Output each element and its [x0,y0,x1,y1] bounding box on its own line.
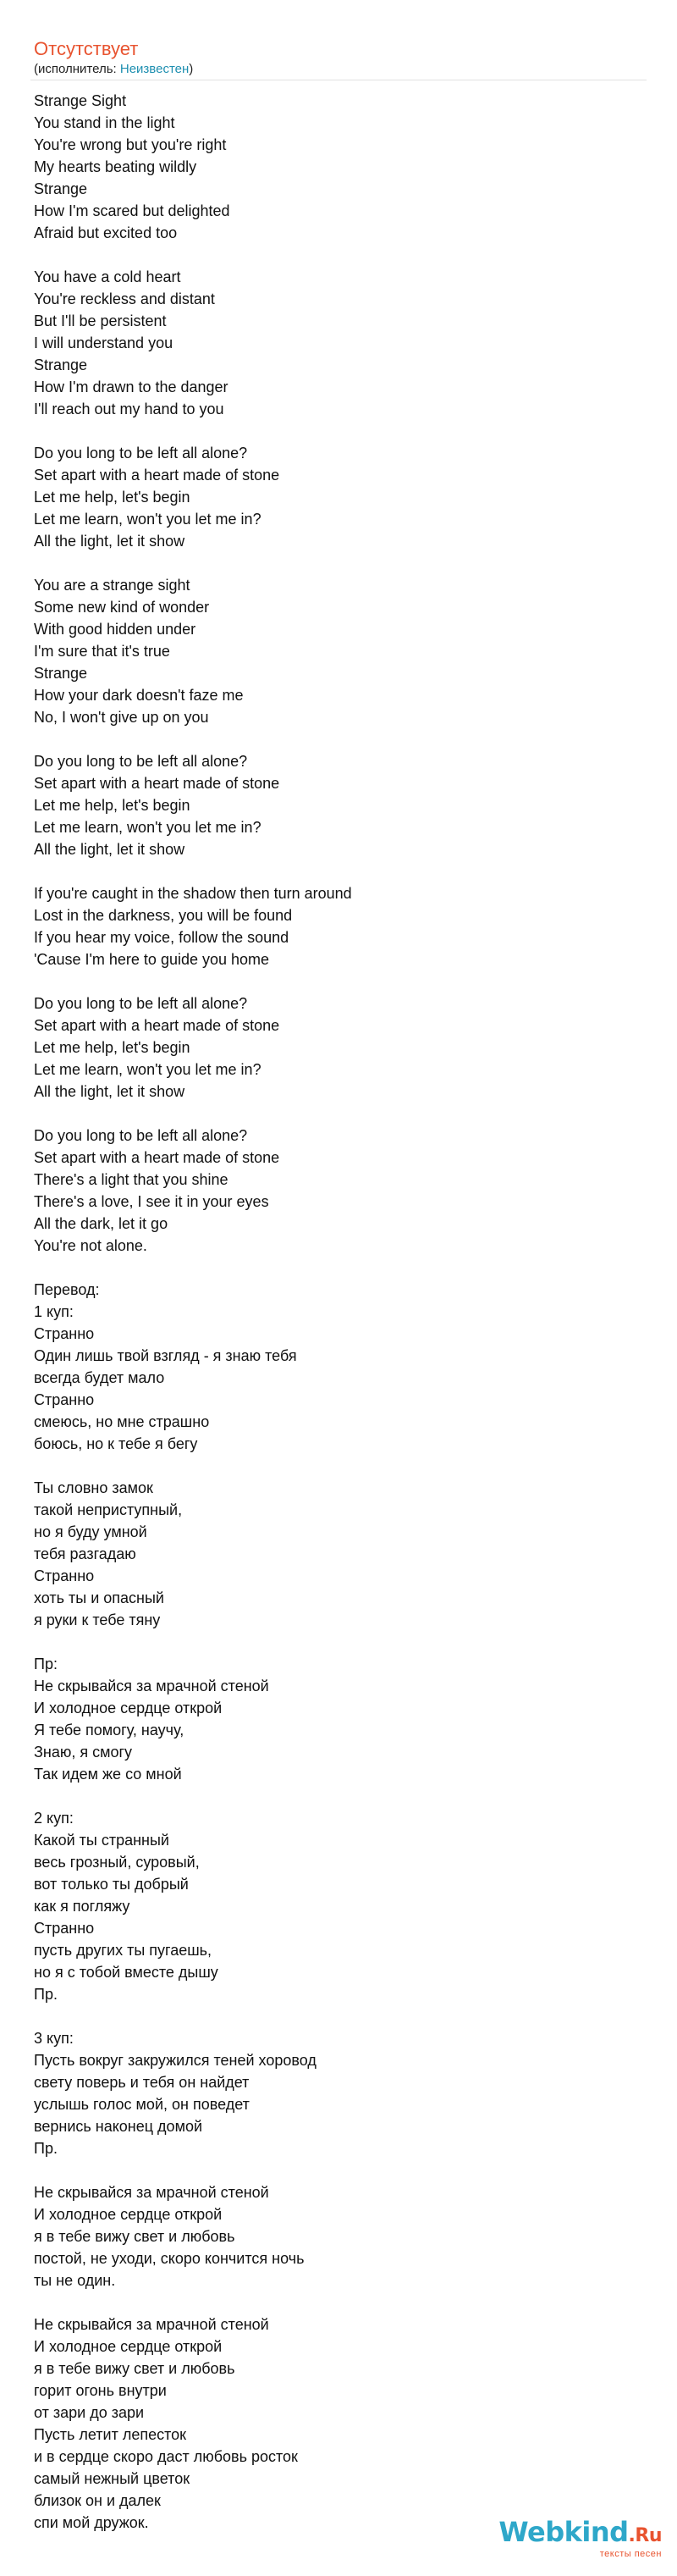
lyric-line [34,970,643,992]
song-title: Отсутствует [34,38,139,59]
lyric-line: Set apart with a heart made of stone [34,775,280,792]
lyric-line: All the dark, let it go [34,1215,168,1232]
lyric-line: Не скрывайся за мрачной стеной [34,1678,269,1694]
lyric-line: Lost in the darkness, you will be found [34,907,293,924]
lyric-line: свету поверь и тебя он найдет [34,2074,250,2091]
lyric-line: И холодное сердце открой [34,1700,223,1716]
lyric-line [34,1785,643,1807]
lyric-line: Strange [34,180,88,197]
lyric-line: Set apart with a heart made of stone [34,1017,280,1034]
lyric-line [34,2159,643,2181]
lyric-line: хоть ты и опасный [34,1589,164,1606]
lyric-line: I'll reach out my hand to you [34,401,224,417]
lyric-line: весь грозный, суровый, [34,1854,200,1871]
watermark-tagline: тексты песен [599,2549,662,2559]
lyric-line: Ты словно замок [34,1479,153,1496]
artist-line [34,61,193,78]
lyric-line: Set apart with a heart made of stone [34,467,280,484]
lyric-line: Afraid but excited too [34,224,178,241]
lyric-line [34,2005,643,2027]
lyric-line: You stand in the light [34,114,175,131]
lyric-line: Странно [34,1920,95,1937]
lyric-line: You are a strange sight [34,577,190,594]
lyric-line: Strange [34,665,88,682]
lyric-line: Let me help, let's begin [34,1039,190,1056]
lyric-line: There's a love, I see it in your eyes [34,1193,269,1210]
lyric-line: Пусть летит лепесток [34,2426,187,2443]
lyric-line [34,2291,643,2313]
lyric-line: но я буду умной [34,1523,147,1540]
lyric-line: Знаю, я смогу [34,1744,133,1761]
lyric-line: All the light, let it show [34,1083,185,1100]
lyric-line: Do you long to be left all alone? [34,445,248,462]
lyric-line [34,860,643,882]
lyric-line [34,1631,643,1653]
lyric-line: How your dark doesn't faze me [34,687,244,704]
lyric-line: Так идем же со мной [34,1766,182,1783]
lyric-line: И холодное сердце открой [34,2206,223,2223]
lyric-line: 3 куп: [34,2030,74,2047]
lyric-line: Пусть вокруг закружился теней хоровод [34,2052,316,2069]
lyric-line: Странно [34,1391,95,1408]
lyric-line: такой неприступный, [34,1501,183,1518]
lyric-line: спи мой дружок. [34,2514,149,2531]
lyric-line: Пр: [34,1656,58,1672]
lyric-line [34,244,643,266]
lyric-line [34,420,643,442]
watermark-brand [498,2518,662,2551]
lyric-line: от зари до зари [34,2404,145,2421]
lyric-line: Let me help, let's begin [34,797,190,814]
lyric-line: How I'm scared but delighted [34,202,230,219]
lyric-line: If you hear my voice, follow the sound [34,929,289,946]
artist-prefix: (исполнитель: [34,62,120,76]
lyric-line: Let me help, let's begin [34,489,190,506]
lyric-line [34,1455,643,1477]
lyric-line: 2 куп: [34,1810,74,1827]
lyric-line: Не скрывайся за мрачной стеной [34,2184,269,2201]
site-watermark-logo[interactable] [498,2518,662,2559]
artist-link[interactable]: Неизвестен [119,62,190,76]
lyric-line: Не скрывайся за мрачной стеной [34,2316,269,2333]
lyric-line: услышь голос мой, он поведет [34,2096,250,2113]
lyric-line: You're not alone. [34,1237,147,1254]
lyric-line: You have a cold heart [34,268,181,285]
lyric-line: всегда будет мало [34,1369,165,1386]
lyric-line: All the light, let it show [34,533,185,550]
lyric-line: пусть других ты пугаешь, [34,1942,212,1959]
lyric-line [34,552,643,574]
lyric-line: Перевод: [34,1281,100,1298]
lyric-line: All the light, let it show [34,841,185,858]
lyric-line: вернись наконец домой [34,2118,203,2135]
lyric-line: И холодное сердце открой [34,2338,223,2355]
watermark-brand-name: Webkind [498,2516,629,2548]
lyric-line: Странно [34,1325,95,1342]
lyric-line: You're reckless and distant [34,290,215,307]
lyric-line: I'm sure that it's true [34,643,170,660]
lyric-line: Let me learn, won't you let me in? [34,1061,261,1078]
lyric-line: и в сердце скоро даст любовь росток [34,2448,298,2465]
lyric-line: Какой ты странный [34,1832,169,1849]
lyric-line: Some new kind of wonder [34,599,210,616]
lyric-line: вот только ты добрый [34,1876,189,1893]
lyric-line [34,1257,643,1279]
lyric-line: но я с тобой вместе дышу [34,1964,218,1981]
lyric-line: Странно [34,1567,95,1584]
lyric-line: No, I won't give up on you [34,709,209,726]
lyric-line: Strange Sight [34,92,127,109]
lyric-line: My hearts beating wildly [34,158,197,175]
lyric-line: Пр. [34,2140,58,2157]
lyric-line: я в тебе вижу свет и любовь [34,2228,235,2245]
lyric-line: Я тебе помогу, научу, [34,1722,184,1739]
lyric-line: How I'm drawn to the danger [34,379,228,395]
lyric-line: But I'll be persistent [34,312,167,329]
lyric-line: Do you long to be left all alone? [34,753,248,770]
lyric-line [34,1103,643,1125]
lyric-line: You're wrong but you're right [34,136,227,153]
lyric-line: Один лишь твой взгляд - я знаю тебя [34,1347,297,1364]
lyric-line: I will understand you [34,334,173,351]
lyric-line: Do you long to be left all alone? [34,995,248,1012]
lyric-line: смеюсь, но мне страшно [34,1413,210,1430]
lyric-line: как я погляжу [34,1898,130,1915]
lyric-line: самый нежный цветок [34,2470,190,2487]
lyrics-text [34,90,643,2534]
lyric-line: ты не один. [34,2272,116,2289]
lyric-line [34,728,643,750]
lyric-line: Set apart with a heart made of stone [34,1149,280,1166]
lyric-line: тебя разгадаю [34,1545,136,1562]
watermark-brand-tld: .Ru [628,2525,662,2546]
lyric-line: With good hidden under [34,621,196,638]
lyric-line: 'Cause I'm here to guide you home [34,951,270,968]
lyric-line: Strange [34,357,88,373]
lyric-line: Let me learn, won't you let me in? [34,819,261,836]
lyric-line: 1 куп: [34,1303,74,1320]
lyric-line: близок он и далек [34,2492,161,2509]
artist-suffix: ) [189,62,194,76]
lyric-line: я в тебе вижу свет и любовь [34,2360,235,2377]
lyric-line: горит огонь внутри [34,2382,167,2399]
lyric-line: боюсь, но к тебе я бегу [34,1435,198,1452]
lyric-line: Пр. [34,1986,58,2003]
lyric-line: There's a light that you shine [34,1171,228,1188]
lyric-line: постой, не уходи, скоро кончится ночь [34,2250,305,2267]
lyric-line: я руки к тебе тяну [34,1611,161,1628]
lyric-line: Let me learn, won't you let me in? [34,511,261,528]
lyric-line: If you're caught in the shadow then turn around [34,885,352,902]
lyric-line: Do you long to be left all alone? [34,1127,248,1144]
